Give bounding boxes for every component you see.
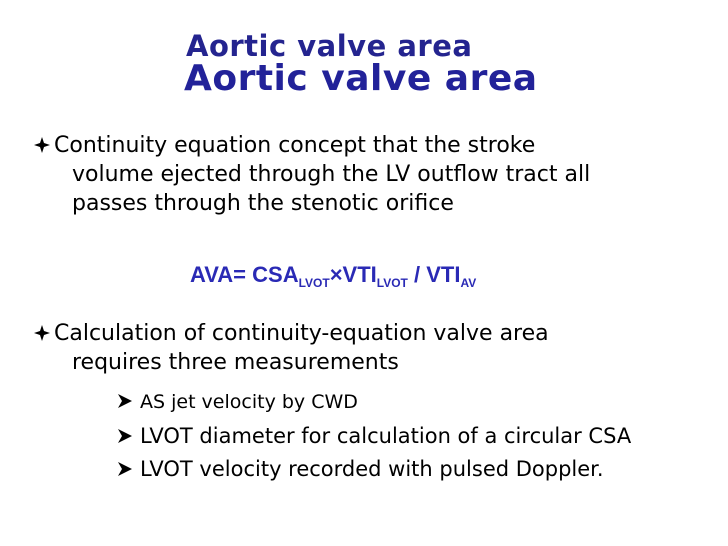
sub-bullet-text: LVOT diameter for calculation of a circular CSA (140, 424, 632, 448)
bullet-text-line: volume ejected through the LV outflow tract all (72, 162, 591, 187)
bullet-text-line: requires three measurements (72, 350, 399, 375)
bullet-continuity-concept (34, 131, 590, 218)
arrow-bullet-icon (118, 394, 132, 408)
sub-bullet-lvot-velocity (118, 456, 604, 482)
bullet-text-line: passes through the stenotic orifice (72, 191, 454, 216)
bullet-text-line: Continuity equation concept that the stroke (54, 133, 536, 158)
diamond-bullet-icon (34, 325, 50, 341)
sub-bullet-as-jet (118, 389, 358, 415)
slide-title-shadow: Aortic valve area (186, 29, 473, 63)
sub-bullet-text: LVOT velocity recorded with pulsed Doppler. (140, 457, 604, 481)
slide-title: Aortic valve area (184, 58, 538, 99)
bullet-text-line: Calculation of continuity-equation valve area (54, 321, 549, 346)
ava-formula: $AVA= CSA_{LVOT}\times VTI_{LVOT} / VTI_{AV}$ (190, 262, 477, 290)
sub-bullet-text: AS jet velocity by CWD (140, 391, 358, 413)
arrow-bullet-icon (118, 462, 132, 476)
arrow-bullet-icon (118, 429, 132, 443)
sub-bullet-lvot-diameter (118, 423, 631, 449)
diamond-bullet-icon (34, 137, 50, 153)
bullet-calculation (34, 319, 549, 377)
